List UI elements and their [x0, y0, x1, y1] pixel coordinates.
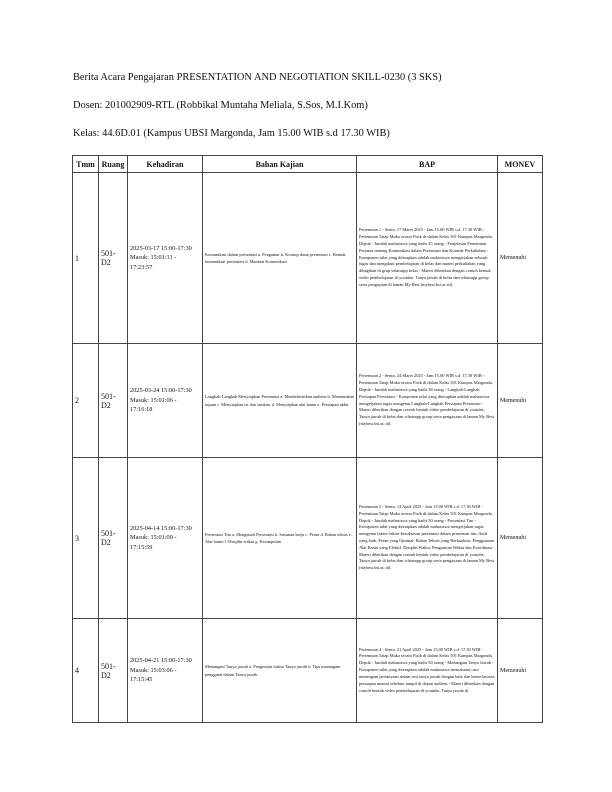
kehadiran-cell: [128, 619, 203, 723]
course-title: Berita Acara Pengajaran PRESENTATION AND NEGOTIATION SKILL-0230 (3 SKS): [73, 72, 442, 83]
kehadiran-cell: [128, 344, 203, 458]
ruang-cell: 501-D2: [99, 344, 128, 458]
attendance-time: Masuk: 15:03:06 - 17:15:45: [130, 666, 177, 684]
tmm-cell: 4: [73, 619, 99, 723]
bap-cell: Pertemuan 3 - Senin, 14 April 2025 - Jam 15.00 WIB s.d. 17.30 WIB - Pertemuan Tatap Muka secara Fisik di dalam Kelas 501 Kampus Margonda, Depok - Jumlah mahasiswa yang hadir 50 orang - Presentasi Tim - Komponen nilai yang diterapkan adalah mahasiswa mengerjakan tugas mengenai faktor-faktor kesuksesan presentasi dalam presentasi tim, Awal yang baik, Peran yang Optimal, Bahan Teknis yang Berkualitas, Penggunaan Alat Bantu yang Efektif, Disiplin Waktu, Pengaturan Waktu dan Koordinasi - Materi diberikan dengan contoh bentuk video pembelajaran di youtube, Tanya jawab di kelas dan whatsapp group serta pengayaan di laman My Best (mybest.bsi.ac.id).: [357, 458, 498, 619]
tmm-cell: 1: [73, 173, 99, 344]
teaching-report-table: [72, 155, 543, 723]
schedule-time: 2025-03-17 15:00-17:30: [130, 244, 192, 252]
ruang-cell: 501-D2: [99, 619, 128, 723]
class-line: Kelas: 44.6D.01 (Kampus UBSI Margonda, Jam 15.00 WIB s.d 17.30 WIB): [73, 128, 390, 139]
schedule-time: 2025-03-24 15:00-17:30: [130, 387, 192, 395]
attendance-time: Masuk: 15:01:00 - 17:15:59: [130, 534, 177, 551]
column-header-ruang: Ruang: [99, 156, 128, 173]
attendance-time: Masuk: 15:01:11 - 17:23:57: [130, 254, 177, 271]
monev-cell: Memenuhi: [498, 173, 543, 344]
ruang-cell: 501-D2: [99, 173, 128, 344]
tmm-cell: 2: [73, 344, 99, 458]
table-header-row: [73, 156, 543, 173]
monev-cell: Memenuhi: [498, 619, 543, 723]
tmm-cell: 3: [73, 458, 99, 619]
monev-cell: Memenuhi: [498, 344, 543, 458]
monev-cell: Memenuhi: [498, 458, 543, 619]
bahan-kajian-cell: Langkah-Langkah Menyiapkan Presentasi a. Mendefinisikan audiens b. Menentukan tujuan c. Menyiapkan isi dan struktur d. Menyiapkan alat bantu e. Persiapan akhir: [203, 344, 357, 458]
table-row: [73, 619, 543, 723]
table-row: [73, 173, 543, 344]
bap-cell: Pertemuan 2 - Senin, 24 Maret 2025 - Jam 15.00 WIB s.d. 17.30 WIB - Pertemuan Tatap Muka secara Fisik di dalam Kelas 501 Kampus Margonda, Depok - Jumlah mahasiswa yang hadir 38 orang - Langkah-Langkah Persiapan Presentasi - Komponen nilai yang diterapkan adalah mahasiswa mengerjakan tugas mengenai Langkah-Langkah Persiapan Presentasi - Materi diberikan dengan contoh bentuk video pembelajaran di youtube, Tanya jawab di kelas dan whatsapp group serta pengayaan di laman My Best (mybest.bsi.ac.id).: [357, 344, 498, 458]
bahan-kajian-cell: Presentasi Tim a. Mengenali Presentasi b. Susunan kerja c. Peran d. Bahan teknis e. Alat bantu f. Disiplin waktu g. Kesimpulan: [203, 458, 357, 619]
column-header-bahan-kajian: Bahan Kajian: [203, 156, 357, 173]
bahan-kajian-cell: Menangani Tanya jawab a. Pengertian waktu Tanya jawab b. Tips menangani pengganti dalam Tanya jawab: [203, 619, 357, 723]
column-header-monev: MONEV: [498, 156, 543, 173]
column-header-kehadiran: Kehadiran: [128, 156, 203, 173]
kehadiran-cell: [128, 458, 203, 619]
table-row: [73, 458, 543, 619]
bap-cell: Pertemuan 1 - Senin, 17 Maret 2025 - Jam 15.00 WIB s.d. 17.30 WIB - Pertemuan Tatap Muka secara Fisik di dalam Kelas 501 Kampus Margonda, Depok - Jumlah mahasiswa yang hadir 45 orang - Penjelasan Pertemuan Pertama tentang Komunikasi dalam Presentasi dan Kontrak Perkuliahan - Komponen nilai yang diterapkan adalah mahasiswa mengerjakan seluruh tugas dan mengikuti pembelajaran di kelas dan materi perkuliahan yang dibagikan di grup whatsapp kelas - Materi diberikan dengan contoh bentuk video pembelajaran di youtube, Tanya jawab di kelas dan whatsapp group serta pengayaan di laman My Best (mybest.bsi.ac.id).: [357, 173, 498, 344]
bahan-kajian-cell: Komunikasi dalam presentasi a. Pengantar b. Konsep dasar presentasi c. Bentuk komunikasi presentasi d. Manfaat Komunikasi: [203, 173, 357, 344]
column-header-bap: BAP: [357, 156, 498, 173]
bap-cell: Pertemuan 4 - Senin, 21 April 2025 - Jam 15.00 WIB s.d. 17.30 WIB - Pertemuan Tatap Muka secara Fisik di dalam Kelas 501 Kampus Margonda, Depok - Jumlah mahasiswa yang hadir 50 orang - Menangani Tanya Jawab - Komponen nilai yang diterapkan adalah mahasiswa memahami cara menangani pertanyaan dalam sesi tanya jawab dengan baik dan benar beserta persiapan mental sebelum tampil di depan audiens - Materi diberikan dengan contoh bentuk video pembelajaran di youtube, Tanya jawab di: [357, 619, 498, 723]
ruang-cell: 501-D2: [99, 458, 128, 619]
schedule-time: 2025-04-14 15:00-17:30: [130, 524, 192, 532]
table-row: [73, 344, 543, 458]
kehadiran-cell: [128, 173, 203, 344]
attendance-time: Masuk: 15:01:06 - 17:16:18: [130, 396, 177, 414]
column-header-tmm: Tmm: [73, 156, 99, 173]
schedule-time: 2025-04-21 15:00-17:30: [130, 657, 192, 665]
lecturer-line: Dosen: 201002909-RTL (Robbikal Muntaha Meliala, S.Sos, M.I.Kom): [73, 100, 368, 111]
